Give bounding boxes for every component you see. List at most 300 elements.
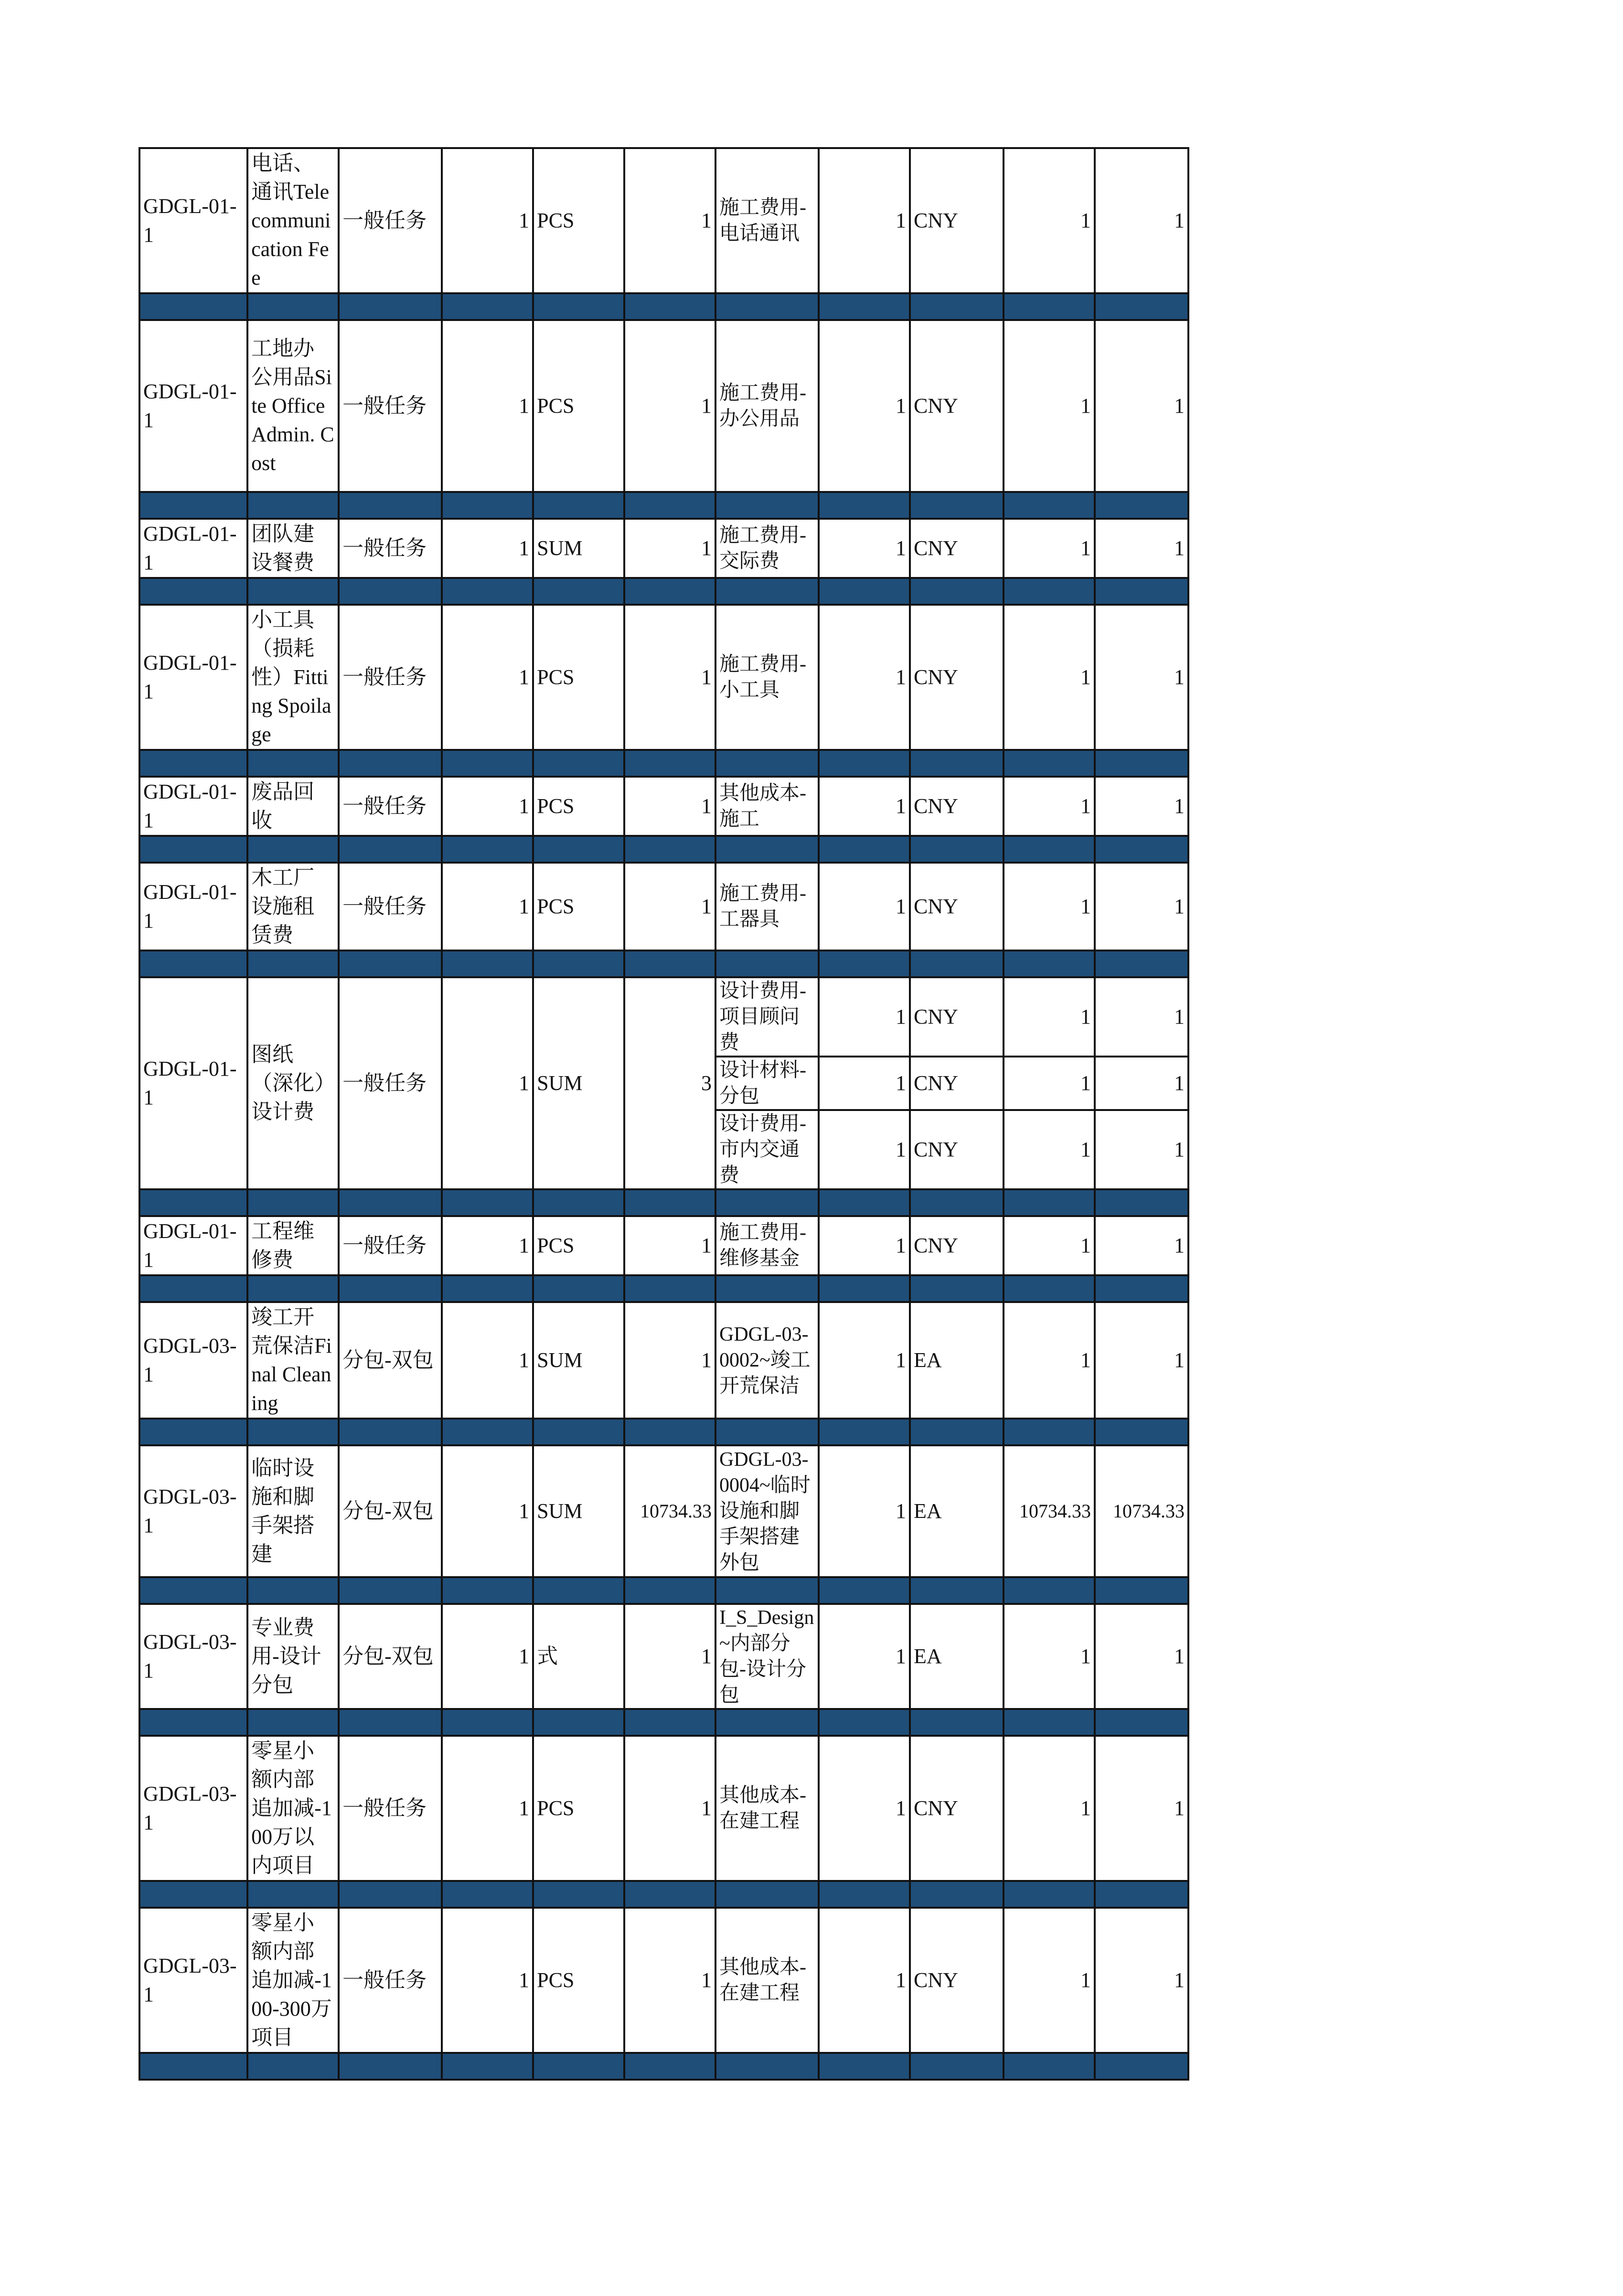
cost-description-cell: 设计费用-项目顾问费 [715, 977, 819, 1057]
separator-cell [1004, 836, 1095, 863]
separator-cell [819, 293, 910, 320]
currency-cell: CNY [910, 605, 1004, 750]
separator-cell [139, 836, 247, 863]
line-total-cell: 1 [1095, 1216, 1188, 1275]
separator-cell [1004, 1881, 1095, 1908]
separator-cell [1095, 293, 1188, 320]
separator-cell [442, 1709, 533, 1736]
unit-cell: PCS [533, 863, 624, 950]
item-name-cell: 工程维修费 [247, 1216, 339, 1275]
separator-cell [819, 836, 910, 863]
separator-cell [533, 293, 624, 320]
table-row [139, 1604, 1188, 1709]
quantity-cell: 1 [442, 320, 533, 492]
separator-cell [442, 836, 533, 863]
unit-price-cell: 1 [1004, 1057, 1095, 1110]
table-row [139, 148, 1188, 293]
separator-row [139, 492, 1188, 519]
unit-price-cell: 1 [1004, 1736, 1095, 1881]
unit-price-cell: 1 [1004, 605, 1095, 750]
separator-cell [533, 1419, 624, 1445]
separator-cell [1004, 1577, 1095, 1604]
line-total-cell: 1 [1095, 863, 1188, 950]
separator-cell [819, 950, 910, 977]
line-total-cell: 1 [1095, 320, 1188, 492]
separator-cell [819, 2053, 910, 2080]
separator-cell [715, 2053, 819, 2080]
currency-cell: CNY [910, 1110, 1004, 1189]
separator-cell [1095, 1189, 1188, 1216]
separator-cell [910, 1709, 1004, 1736]
unit-cell: PCS [533, 1216, 624, 1275]
separator-cell [339, 750, 442, 777]
unit-price-cell: 1 [1004, 1110, 1095, 1189]
separator-cell [910, 293, 1004, 320]
unit-price-cell: 1 [1004, 1302, 1095, 1419]
line-qty-cell: 1 [819, 1604, 910, 1709]
separator-cell [533, 836, 624, 863]
currency-cell: CNY [910, 1908, 1004, 2053]
unit-cell: SUM [533, 977, 624, 1189]
separator-cell [139, 578, 247, 605]
separator-cell [139, 1189, 247, 1216]
cost-table [139, 147, 1189, 2081]
separator-cell [442, 293, 533, 320]
cost-description-cell: 设计材料-分包 [715, 1057, 819, 1110]
table-row [139, 863, 1188, 950]
unit-cell: 式 [533, 1604, 624, 1709]
amount-cell: 1 [624, 1216, 715, 1275]
separator-cell [1095, 2053, 1188, 2080]
cost-description-cell: 施工费用-小工具 [715, 605, 819, 750]
amount-cell: 3 [624, 977, 715, 1189]
line-qty-cell: 1 [819, 1445, 910, 1577]
separator-cell [139, 1275, 247, 1302]
unit-cell: SUM [533, 1445, 624, 1577]
line-total-cell: 1 [1095, 1908, 1188, 2053]
unit-cell: PCS [533, 320, 624, 492]
separator-cell [442, 1275, 533, 1302]
separator-cell [1095, 836, 1188, 863]
separator-cell [339, 836, 442, 863]
quantity-cell: 1 [442, 605, 533, 750]
unit-price-cell: 1 [1004, 1604, 1095, 1709]
separator-cell [819, 1275, 910, 1302]
task-type-cell: 一般任务 [339, 320, 442, 492]
separator-cell [247, 836, 339, 863]
separator-cell [247, 578, 339, 605]
line-qty-cell: 1 [819, 1908, 910, 2053]
item-code-cell: GDGL-03-1 [139, 1445, 247, 1577]
separator-cell [533, 1577, 624, 1604]
item-code-cell: GDGL-01-1 [139, 977, 247, 1189]
quantity-cell: 1 [442, 1908, 533, 2053]
currency-cell: CNY [910, 320, 1004, 492]
separator-cell [819, 578, 910, 605]
table-row [139, 1216, 1188, 1275]
separator-cell [339, 578, 442, 605]
cost-description-cell: 施工费用-交际费 [715, 519, 819, 578]
currency-cell: CNY [910, 977, 1004, 1057]
separator-row [139, 1275, 1188, 1302]
separator-cell [1004, 578, 1095, 605]
separator-cell [1004, 1275, 1095, 1302]
currency-cell: CNY [910, 1057, 1004, 1110]
line-qty-cell: 1 [819, 148, 910, 293]
separator-cell [715, 578, 819, 605]
separator-cell [910, 1189, 1004, 1216]
quantity-cell: 1 [442, 1302, 533, 1419]
separator-cell [715, 836, 819, 863]
item-name-cell: 专业费用-设计分包 [247, 1604, 339, 1709]
currency-cell: EA [910, 1445, 1004, 1577]
separator-cell [247, 950, 339, 977]
separator-row [139, 1577, 1188, 1604]
line-qty-cell: 1 [819, 863, 910, 950]
separator-cell [1095, 1419, 1188, 1445]
separator-cell [624, 293, 715, 320]
currency-cell: EA [910, 1604, 1004, 1709]
separator-cell [533, 578, 624, 605]
separator-cell [442, 950, 533, 977]
separator-cell [910, 2053, 1004, 2080]
separator-cell [715, 492, 819, 519]
separator-cell [533, 1189, 624, 1216]
separator-cell [624, 1275, 715, 1302]
separator-cell [1004, 950, 1095, 977]
separator-row [139, 1189, 1188, 1216]
separator-row [139, 1881, 1188, 1908]
currency-cell: EA [910, 1302, 1004, 1419]
amount-cell: 1 [624, 605, 715, 750]
item-name-cell: 零星小额内部追加减-100-300万项目 [247, 1908, 339, 2053]
unit-cell: PCS [533, 1736, 624, 1881]
task-type-cell: 一般任务 [339, 605, 442, 750]
separator-cell [1095, 1577, 1188, 1604]
separator-cell [715, 750, 819, 777]
item-name-cell: 临时设施和脚手架搭建 [247, 1445, 339, 1577]
unit-price-cell: 1 [1004, 977, 1095, 1057]
separator-row [139, 1419, 1188, 1445]
separator-cell [139, 1881, 247, 1908]
separator-cell [247, 1275, 339, 1302]
cost-description-cell: 施工费用-维修基金 [715, 1216, 819, 1275]
item-name-cell: 图纸（深化）设计费 [247, 977, 339, 1189]
item-code-cell: GDGL-01-1 [139, 519, 247, 578]
separator-cell [533, 1709, 624, 1736]
item-code-cell: GDGL-03-1 [139, 1736, 247, 1881]
line-qty-cell: 1 [819, 1057, 910, 1110]
unit-price-cell: 10734.33 [1004, 1445, 1095, 1577]
currency-cell: CNY [910, 519, 1004, 578]
separator-cell [715, 1189, 819, 1216]
amount-cell: 1 [624, 1302, 715, 1419]
separator-cell [819, 1709, 910, 1736]
line-qty-cell: 1 [819, 519, 910, 578]
cost-description-cell: 设计费用-市内交通费 [715, 1110, 819, 1189]
unit-price-cell: 1 [1004, 148, 1095, 293]
separator-cell [139, 2053, 247, 2080]
unit-price-cell: 1 [1004, 320, 1095, 492]
item-name-cell: 废品回收 [247, 777, 339, 836]
line-qty-cell: 1 [819, 605, 910, 750]
separator-cell [910, 836, 1004, 863]
unit-cell: PCS [533, 1908, 624, 2053]
separator-cell [1004, 1709, 1095, 1736]
quantity-cell: 1 [442, 1445, 533, 1577]
item-code-cell: GDGL-01-1 [139, 320, 247, 492]
separator-cell [339, 293, 442, 320]
line-total-cell: 1 [1095, 777, 1188, 836]
task-type-cell: 一般任务 [339, 777, 442, 836]
separator-cell [1095, 1275, 1188, 1302]
amount-cell: 1 [624, 148, 715, 293]
cost-description-cell: 施工费用-电话通讯 [715, 148, 819, 293]
separator-cell [1004, 2053, 1095, 2080]
separator-cell [624, 2053, 715, 2080]
table-row [139, 1736, 1188, 1881]
line-total-cell: 1 [1095, 148, 1188, 293]
separator-cell [1004, 1419, 1095, 1445]
separator-cell [624, 1189, 715, 1216]
separator-cell [139, 1577, 247, 1604]
separator-cell [339, 950, 442, 977]
separator-cell [247, 2053, 339, 2080]
separator-cell [247, 492, 339, 519]
separator-cell [442, 578, 533, 605]
separator-cell [910, 578, 1004, 605]
separator-cell [624, 1577, 715, 1604]
unit-price-cell: 1 [1004, 777, 1095, 836]
quantity-cell: 1 [442, 777, 533, 836]
task-type-cell: 分包-双包 [339, 1302, 442, 1419]
separator-cell [339, 1709, 442, 1736]
table-row [139, 1908, 1188, 2053]
item-code-cell: GDGL-03-1 [139, 1908, 247, 2053]
separator-cell [339, 1881, 442, 1908]
separator-cell [1095, 1709, 1188, 1736]
cost-description-cell: I_S_Design~内部分包-设计分包 [715, 1604, 819, 1709]
line-total-cell: 10734.33 [1095, 1445, 1188, 1577]
separator-cell [533, 950, 624, 977]
task-type-cell: 一般任务 [339, 1908, 442, 2053]
separator-cell [715, 1419, 819, 1445]
separator-row [139, 750, 1188, 777]
separator-cell [442, 1189, 533, 1216]
separator-cell [339, 1577, 442, 1604]
separator-cell [247, 293, 339, 320]
task-type-cell: 分包-双包 [339, 1604, 442, 1709]
separator-cell [247, 1881, 339, 1908]
separator-cell [1095, 950, 1188, 977]
line-qty-cell: 1 [819, 1736, 910, 1881]
table-row [139, 977, 1188, 1057]
task-type-cell: 一般任务 [339, 148, 442, 293]
currency-cell: CNY [910, 1736, 1004, 1881]
cost-description-cell: GDGL-03-0002~竣工开荒保洁 [715, 1302, 819, 1419]
cost-description-cell: 其他成本-在建工程 [715, 1908, 819, 2053]
line-qty-cell: 1 [819, 1302, 910, 1419]
line-total-cell: 1 [1095, 977, 1188, 1057]
amount-cell: 1 [624, 1908, 715, 2053]
amount-cell: 1 [624, 777, 715, 836]
separator-cell [1095, 750, 1188, 777]
line-total-cell: 1 [1095, 1604, 1188, 1709]
quantity-cell: 1 [442, 148, 533, 293]
task-type-cell: 一般任务 [339, 1736, 442, 1881]
item-name-cell: 木工厂设施租赁费 [247, 863, 339, 950]
item-name-cell: 零星小额内部追加减-100万以内项目 [247, 1736, 339, 1881]
separator-cell [715, 293, 819, 320]
amount-cell: 1 [624, 1604, 715, 1709]
separator-row [139, 836, 1188, 863]
table-row [139, 519, 1188, 578]
item-name-cell: 小工具（损耗性）Fitting Spoilage [247, 605, 339, 750]
unit-price-cell: 1 [1004, 1216, 1095, 1275]
table-row [139, 320, 1188, 492]
quantity-cell: 1 [442, 1216, 533, 1275]
separator-row [139, 293, 1188, 320]
cost-description-cell: 其他成本-在建工程 [715, 1736, 819, 1881]
separator-row [139, 578, 1188, 605]
unit-price-cell: 1 [1004, 863, 1095, 950]
separator-cell [624, 836, 715, 863]
separator-cell [910, 950, 1004, 977]
amount-cell: 1 [624, 1736, 715, 1881]
item-name-cell: 电话、通讯Telecommunication Fee [247, 148, 339, 293]
line-qty-cell: 1 [819, 1110, 910, 1189]
separator-cell [819, 750, 910, 777]
separator-cell [339, 492, 442, 519]
separator-cell [715, 1709, 819, 1736]
table-row [139, 605, 1188, 750]
quantity-cell: 1 [442, 977, 533, 1189]
separator-cell [533, 492, 624, 519]
item-name-cell: 工地办公用品Site Office Admin. Cost [247, 320, 339, 492]
cost-description-cell: 施工费用-办公用品 [715, 320, 819, 492]
separator-cell [442, 750, 533, 777]
item-code-cell: GDGL-01-1 [139, 605, 247, 750]
separator-cell [624, 1419, 715, 1445]
line-total-cell: 1 [1095, 1736, 1188, 1881]
item-name-cell: 团队建设餐费 [247, 519, 339, 578]
separator-cell [910, 492, 1004, 519]
separator-cell [533, 750, 624, 777]
separator-cell [1095, 492, 1188, 519]
unit-cell: SUM [533, 1302, 624, 1419]
separator-cell [624, 1709, 715, 1736]
table-row [139, 1302, 1188, 1419]
separator-cell [339, 2053, 442, 2080]
separator-cell [442, 492, 533, 519]
task-type-cell: 一般任务 [339, 519, 442, 578]
separator-cell [247, 1577, 339, 1604]
separator-row [139, 1709, 1188, 1736]
separator-cell [247, 1419, 339, 1445]
amount-cell: 1 [624, 519, 715, 578]
separator-cell [624, 1881, 715, 1908]
separator-cell [910, 750, 1004, 777]
separator-cell [715, 1275, 819, 1302]
line-qty-cell: 1 [819, 320, 910, 492]
quantity-cell: 1 [442, 1736, 533, 1881]
item-code-cell: GDGL-01-1 [139, 148, 247, 293]
line-total-cell: 1 [1095, 1057, 1188, 1110]
separator-cell [442, 2053, 533, 2080]
separator-cell [624, 750, 715, 777]
separator-row [139, 2053, 1188, 2080]
task-type-cell: 一般任务 [339, 977, 442, 1189]
separator-cell [819, 492, 910, 519]
amount-cell: 1 [624, 863, 715, 950]
separator-cell [910, 1275, 1004, 1302]
cost-description-cell: 施工费用-工器具 [715, 863, 819, 950]
task-type-cell: 一般任务 [339, 1216, 442, 1275]
item-code-cell: GDGL-03-1 [139, 1604, 247, 1709]
separator-cell [715, 1577, 819, 1604]
separator-cell [247, 750, 339, 777]
separator-cell [139, 750, 247, 777]
line-qty-cell: 1 [819, 977, 910, 1057]
line-total-cell: 1 [1095, 605, 1188, 750]
quantity-cell: 1 [442, 863, 533, 950]
separator-cell [1004, 1189, 1095, 1216]
item-name-cell: 竣工开荒保洁Final Cleaning [247, 1302, 339, 1419]
unit-price-cell: 1 [1004, 1908, 1095, 2053]
separator-cell [624, 578, 715, 605]
separator-cell [1004, 293, 1095, 320]
item-code-cell: GDGL-01-1 [139, 1216, 247, 1275]
separator-cell [819, 1577, 910, 1604]
unit-cell: PCS [533, 777, 624, 836]
separator-cell [1004, 492, 1095, 519]
table-row [139, 777, 1188, 836]
separator-cell [715, 950, 819, 977]
separator-cell [139, 293, 247, 320]
table-row [139, 1445, 1188, 1577]
cost-description-cell: GDGL-03-0004~临时设施和脚手架搭建外包 [715, 1445, 819, 1577]
unit-cell: SUM [533, 519, 624, 578]
separator-cell [139, 950, 247, 977]
amount-cell: 10734.33 [624, 1445, 715, 1577]
item-code-cell: GDGL-01-1 [139, 863, 247, 950]
separator-cell [339, 1275, 442, 1302]
separator-cell [715, 1881, 819, 1908]
line-total-cell: 1 [1095, 1302, 1188, 1419]
separator-cell [139, 1709, 247, 1736]
separator-cell [624, 492, 715, 519]
item-code-cell: GDGL-03-1 [139, 1302, 247, 1419]
quantity-cell: 1 [442, 1604, 533, 1709]
separator-cell [139, 492, 247, 519]
task-type-cell: 一般任务 [339, 863, 442, 950]
task-type-cell: 分包-双包 [339, 1445, 442, 1577]
separator-cell [247, 1189, 339, 1216]
separator-cell [1095, 1881, 1188, 1908]
separator-cell [910, 1881, 1004, 1908]
line-total-cell: 1 [1095, 519, 1188, 578]
line-qty-cell: 1 [819, 777, 910, 836]
separator-cell [1095, 578, 1188, 605]
currency-cell: CNY [910, 863, 1004, 950]
line-qty-cell: 1 [819, 1216, 910, 1275]
separator-cell [139, 1419, 247, 1445]
separator-cell [533, 2053, 624, 2080]
currency-cell: CNY [910, 1216, 1004, 1275]
separator-cell [442, 1419, 533, 1445]
line-total-cell: 1 [1095, 1110, 1188, 1189]
unit-cell: PCS [533, 148, 624, 293]
